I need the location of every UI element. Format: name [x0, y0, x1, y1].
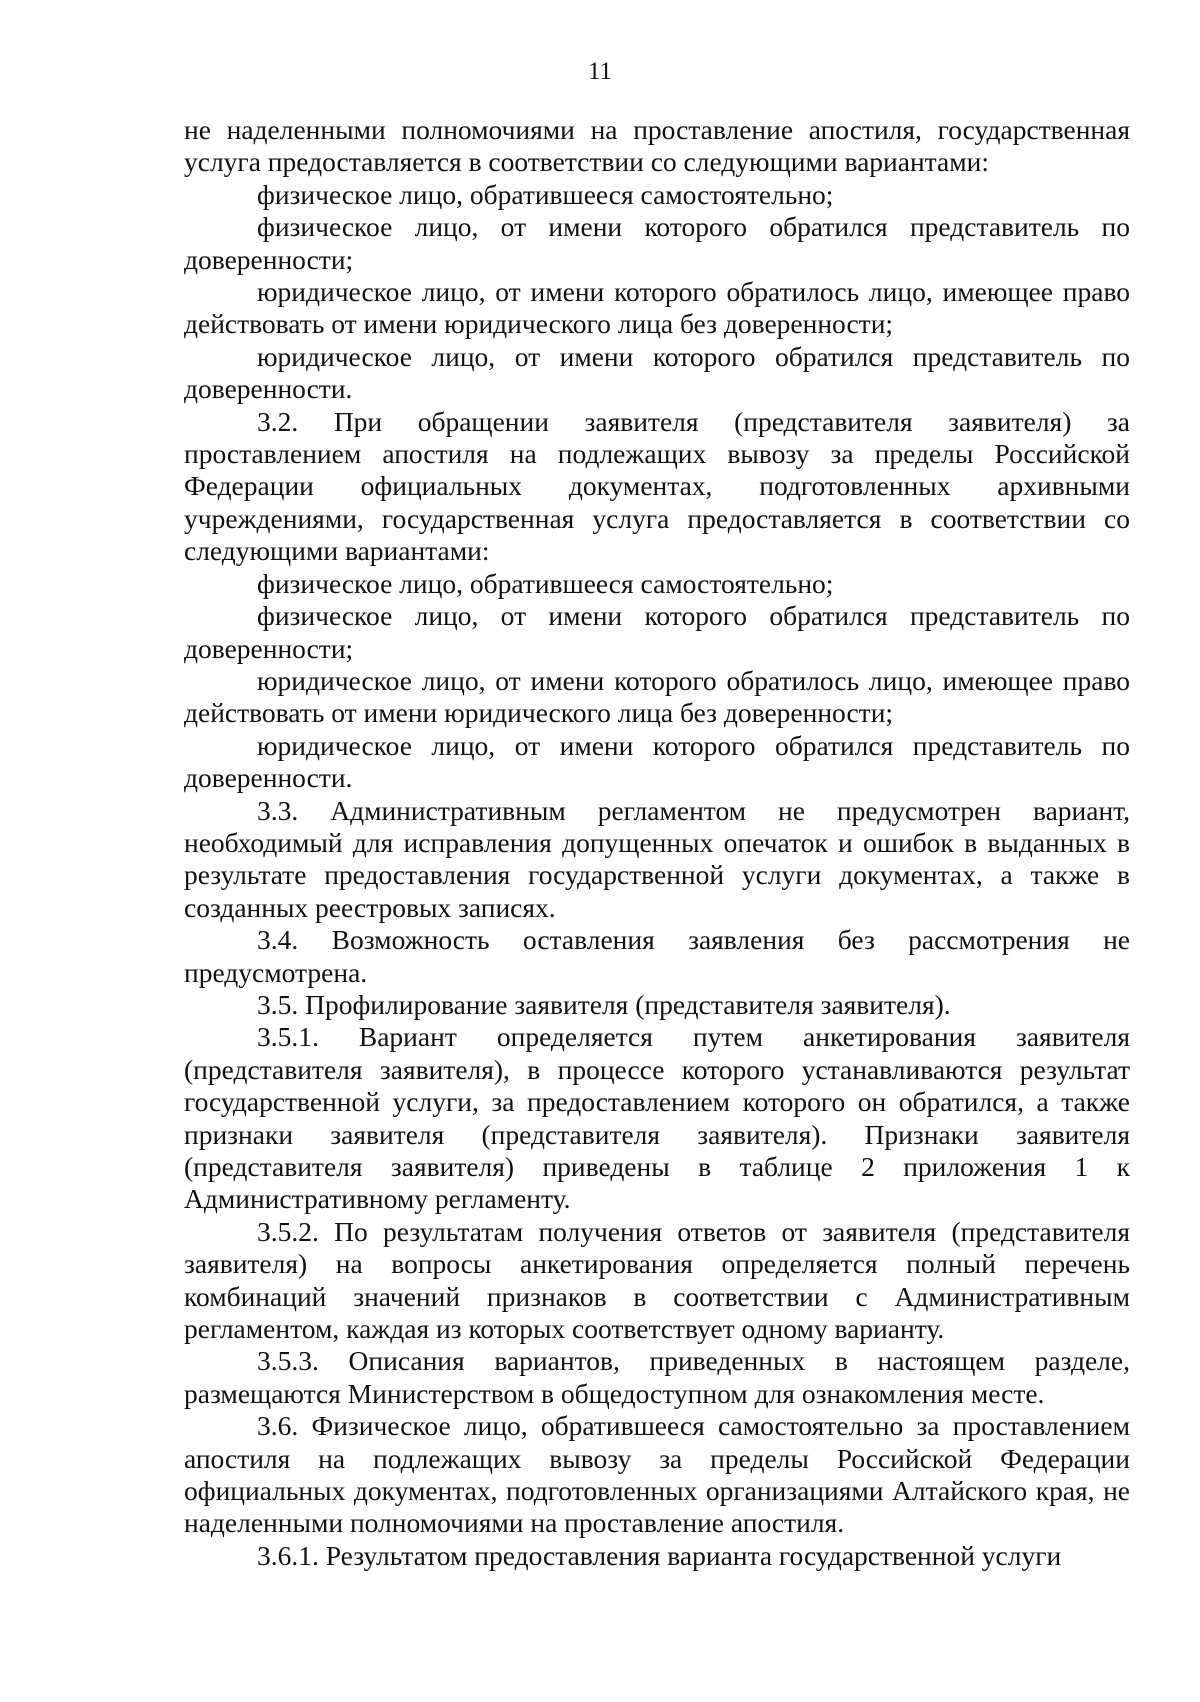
- paragraph-variant-legal-entity-representative: юридическое лицо, от имени которого обратился представитель по доверенности.: [184, 340, 1130, 405]
- paragraph-variant-individual-self: физическое лицо, обратившееся самостоятельно;: [257, 178, 834, 210]
- paragraph-3-5: 3.5. Профилирование заявителя (представителя заявителя).: [257, 988, 951, 1020]
- paragraph-3-5-2: 3.5.2. По результатам получения ответов от заявителя (представителя заявителя) на вопросы анкетирования определяется полный перечень комбинаций значений признаков в соответствии с Административным регламентом, каждая из которых соответствует одному варианту.: [184, 1215, 1130, 1345]
- page-body-text: [184, 114, 1130, 1572]
- paragraph-variant-individual-representative-2: физическое лицо, от имени которого обратился представитель по доверенности;: [184, 600, 1130, 664]
- paragraph-variant-legal-entity-representative-2: юридическое лицо, от имени которого обратился представитель по доверенности.: [184, 729, 1130, 794]
- paragraph-3-6: 3.6. Физическое лицо, обратившееся самостоятельно за проставлением апостиля на подлежащих вывозу за пределы Российской Федерации официальных документах, подготовленных организациями Алтайского края, не наделенными полномочиями на проставление апостиля.: [184, 1410, 1130, 1539]
- paragraph-3-5-3: 3.5.3. Описания вариантов, приведенных в настоящем разделе, размещаются Министерством в общедоступном для ознакомления месте.: [184, 1345, 1130, 1409]
- paragraph-variant-individual-self-2: физическое лицо, обратившееся самостоятельно;: [257, 567, 834, 599]
- paragraph-3-5-1: 3.5.1. Вариант определяется путем анкетирования заявителя (представителя заявителя), в процессе которого устанавливаются результат государственной услуги, за предоставлением которого он обратился, а также признаки заявителя (представителя заявителя). Признаки заявителя (представителя заявителя) приведены в таблице 2 приложения 1 к Административному регламенту.: [184, 1021, 1130, 1215]
- paragraph-3-3: 3.3. Административным регламентом не предусмотрен вариант, необходимый для исправления допущенных опечаток и ошибок в выданных в результате предоставления государственной услуги документах, а также в созданных реестровых записях.: [184, 794, 1130, 923]
- paragraph-variant-legal-entity-authorized-2: юридическое лицо, от имени которого обратилось лицо, имеющее право действовать от имени юридического лица без доверенности;: [184, 664, 1130, 729]
- paragraph-3-6-1: 3.6.1. Результатом предоставления варианта государственной услуги: [257, 1539, 1062, 1571]
- page-number: 11: [587, 58, 613, 85]
- paragraph-3-2: 3.2. При обращении заявителя (представителя заявителя) за проставлением апостиля на подлежащих вывозу за пределы Российской Федерации официальных документах, подготовленных архивными учреждениями, государственная услуга предоставляется в соответствии со следующими вариантами:: [184, 405, 1130, 567]
- paragraph-continuation: не наделенными полномочиями на проставление апостиля, государственная услуга предоставляется в соответствии со следующими вариантами:: [184, 114, 1130, 178]
- paragraph-variant-individual-representative: физическое лицо, от имени которого обратился представитель по доверенности;: [184, 211, 1130, 275]
- paragraph-3-4: 3.4. Возможность оставления заявления без рассмотрения не предусмотрена.: [184, 924, 1130, 988]
- paragraph-variant-legal-entity-authorized: юридическое лицо, от имени которого обратилось лицо, имеющее право действовать от имени юридического лица без доверенности;: [184, 276, 1130, 340]
